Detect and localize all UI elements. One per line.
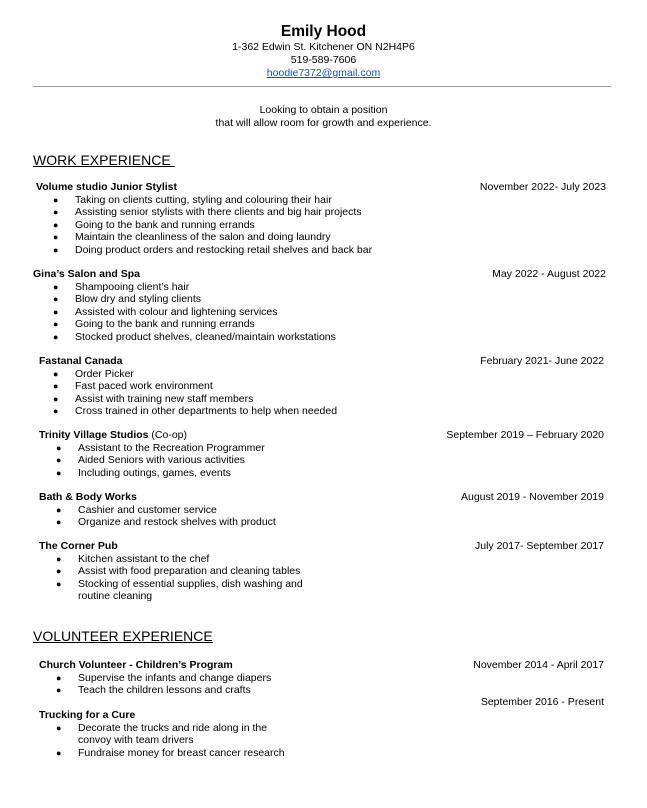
address: 1-362 Edwin St. Kitchener ON N2H4P6 — [232, 41, 415, 53]
bullet-icon: ● — [53, 232, 59, 242]
bullet-icon: ● — [53, 406, 59, 416]
bullet-icon: ● — [56, 747, 62, 758]
job-duties — [39, 442, 604, 480]
volunteer-entry — [39, 709, 604, 759]
phone: 519-589-7606 — [290, 54, 357, 66]
job-title: Trinity Village Studios (Co-op) — [39, 429, 188, 441]
bullet-icon: ● — [53, 281, 59, 292]
job-dates: September 2019 – February 2020 — [446, 429, 604, 441]
job-dates: February 2021- June 2022 — [480, 355, 604, 367]
job-duties — [39, 553, 604, 603]
job-dates: August 2019 - November 2019 — [460, 491, 604, 503]
list-item: ● Assist with training new staff members — [53, 392, 254, 405]
list-item: ● Aided Seniors with various activities — [56, 454, 245, 466]
job-entry — [36, 181, 606, 256]
job-entry — [39, 429, 604, 479]
job-title: Gina’s Salon and Spa — [33, 268, 140, 280]
list-item: ● Fast paced work environment — [53, 380, 213, 392]
list-item: ● Stocked product shelves, cleaned/maintain workstations — [53, 330, 336, 343]
bullet-icon: ● — [56, 672, 62, 683]
bullet-icon: ● — [53, 294, 59, 304]
job-dates: November 2014 - April 2017 — [473, 659, 604, 671]
job-dates: July 2017- September 2017 — [475, 540, 604, 552]
list-item: ● Assistant to the Recreation Programmer — [56, 441, 265, 454]
bullet-icon: ● — [56, 722, 62, 733]
job-dates: November 2022- July 2023 — [479, 181, 606, 193]
list-item: ● Stocking of essential supplies, dish washing and — [56, 577, 303, 590]
list-item: ● Order Picker — [53, 367, 134, 380]
bullet-icon: ● — [53, 319, 59, 329]
bullet-icon: ● — [56, 566, 62, 576]
job-title: Church Volunteer - Children’s Program — [39, 659, 233, 671]
list-item: routine cleaning — [78, 590, 153, 602]
bullet-icon: ● — [56, 504, 62, 515]
list-item: convoy with team drivers — [78, 734, 194, 746]
volunteer-entry — [39, 659, 604, 697]
list-item: ● Kitchen assistant to the chef — [56, 552, 210, 565]
bullet-icon: ● — [53, 207, 59, 217]
bullet-icon: ● — [53, 368, 59, 379]
list-item: ● Maintain the cleanliness of the salon and doing laundry — [53, 231, 331, 243]
objective — [0, 104, 647, 129]
bullet-icon: ● — [53, 194, 59, 205]
list-item: ● Organize and restock shelves with product — [56, 516, 276, 528]
job-title: The Corner Pub — [39, 540, 118, 552]
header-divider — [33, 86, 611, 87]
job-duties — [36, 281, 606, 344]
job-duties — [36, 368, 604, 418]
work-experience-heading: WORK EXPERIENCE — [33, 152, 175, 168]
objective-line: that will allow room for growth and experience. — [215, 116, 432, 129]
job-duties — [39, 672, 604, 697]
bullet-icon: ● — [53, 306, 59, 317]
job-title: Fastanal Canada — [39, 355, 123, 367]
list-item: ● Decorate the trucks and ride along in the — [56, 721, 268, 734]
bullet-icon: ● — [56, 685, 62, 695]
job-title: Volume studio Junior Stylist — [36, 181, 177, 193]
list-item: ● Shampooing client’s hair — [53, 280, 190, 293]
list-item: ● Teach the children lessons and crafts — [56, 684, 251, 696]
job-duties — [36, 194, 606, 257]
resume-header — [0, 22, 647, 80]
bullet-icon: ● — [53, 393, 59, 404]
list-item: ● Cashier and customer service — [56, 503, 217, 516]
job-duties — [39, 722, 604, 760]
job-dates: May 2022 - August 2022 — [492, 268, 606, 280]
bullet-icon: ● — [53, 244, 59, 255]
job-entry — [33, 268, 606, 343]
list-item: ● Fundraise money for breast cancer research — [56, 746, 285, 759]
list-item: ● Doing product orders and restocking retail shelves and back bar — [53, 243, 373, 256]
bullet-icon: ● — [56, 467, 62, 478]
list-item: ● Supervise the infants and change diapers — [56, 671, 272, 684]
job-duties — [39, 504, 604, 529]
list-item: ● Going to the bank and running errands — [53, 318, 255, 330]
job-entry — [39, 355, 604, 418]
job-title: Bath & Body Works — [39, 491, 137, 503]
bullet-icon: ● — [53, 331, 59, 342]
list-item: ● Cross trained in other departments to help when needed — [53, 405, 338, 417]
applicant-name: Emily Hood — [280, 23, 367, 40]
bullet-icon: ● — [53, 381, 59, 391]
bullet-icon: ● — [56, 517, 62, 527]
job-title: Trucking for a Cure — [39, 709, 136, 721]
bullet-icon: ● — [56, 455, 62, 465]
list-item: ● Assisting senior stylists with there clients and big hair projects — [53, 206, 362, 218]
job-entry — [39, 491, 604, 529]
email-link[interactable]: hoodie7372@gmail.com — [266, 67, 381, 79]
list-item: ● Including outings, games, events — [56, 466, 231, 479]
bullet-icon: ● — [56, 553, 62, 564]
list-item: ● Taking on clients cutting, styling and colouring their hair — [53, 193, 332, 206]
list-item: ● Blow dry and styling clients — [53, 293, 202, 305]
bullet-icon: ● — [56, 578, 62, 589]
list-item: ● Assist with food preparation and cleaning tables — [56, 565, 301, 577]
bullet-icon: ● — [53, 219, 59, 230]
objective-line: Looking to obtain a position — [259, 104, 388, 116]
list-item: ● Going to the bank and running errands — [53, 218, 255, 231]
job-entry — [39, 540, 604, 603]
bullet-icon: ● — [56, 442, 62, 453]
list-item: ● Assisted with colour and lightening services — [53, 305, 278, 318]
job-dates: September 2016 - Present — [480, 696, 604, 708]
volunteer-experience-heading: VOLUNTEER EXPERIENCE — [33, 628, 213, 644]
